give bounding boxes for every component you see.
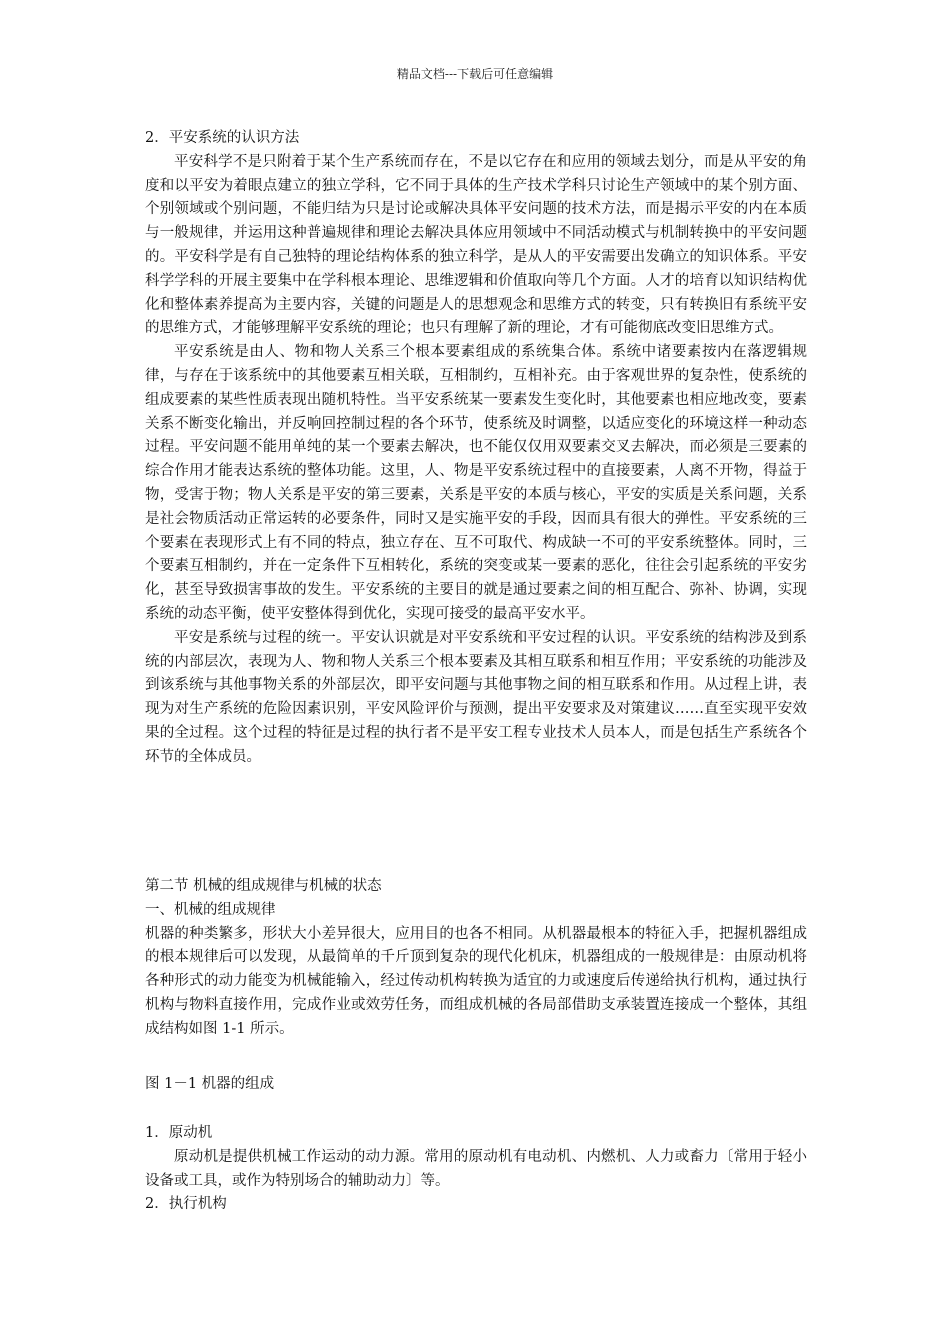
paragraph: 平安是系统与过程的统一。平安认识就是对平安系统和平安过程的认识。平安系统的结构涉及到系统的内部层次，表现为人、物和物人关系三个根本要素及其相互联系和相互作用；平安系统的功能涉及到该系统与其他事物关系的外部层次，即平安问题与其他事物之间的相互联系和作用。从过程上讲，表现为对生产系统的危险因素识别，平安风险评价与预测，提出平安要求及对策建议……直至实现平安效果的全过程。这个过程的特征是过程的执行者不是平安工程专业技术人员本人，而是包括生产系统各个环节的全体成员。 <box>145 629 807 765</box>
figure-caption: 图 1－1 机器的组成 <box>145 1076 275 1092</box>
section-safety-methods <box>145 127 807 770</box>
paragraph: 机器的种类繁多，形状大小差异很大，应用目的也各不相同。从机器最根本的特征入手，把握机器组成的根本规律后可以发现，从最简单的千斤顶到复杂的现代化机床，机器组成的一般规律是：由原动机将各种形式的动力能变为机械能输入，经过传动机构转换为适宜的力或速度后传递给执行机构，通过执行机构与物料直接作用，完成作业或效劳任务，而组成机械的各局部借助支承装置连接成一个整体，其组成结构如图 1-1 所示。 <box>145 925 807 1037</box>
paragraph: 平安系统是由人、物和物人关系三个根本要素组成的系统集合体。系统中诸要素按内在落逻辑规律，与存在于该系统中的其他要素互相关联，互相制约，互相补充。由于客观世界的复杂性，使系统的组成要素的某些性质表现出随机特性。当平安系统某一要素发生变化时，其他要素也相应地改变，要素关系不断变化输出，并反响回控制过程的各个环节，使系统及时调整，以适应变化的环境这样一种动态过程。平安问题不能用单纯的某一个要素去解决，也不能仅仅用双要素交叉去解决，而必须是三要素的综合作用才能表达系统的整体功能。这里，人、物是平安系统过程中的直接要素，人离不开物，得益于物，受害于物；物人关系是平安的第三要素，关系是平安的本质与核心，平安的实质是关系问题，关系是社会物质活动正常运转的必要条件，同时又是实施平安的手段，因而具有很大的弹性。平安系统的三个要素在表现形式上有不同的特点，独立存在、互不可取代、构成缺一不可的平安系统整体。同时，三个要素互相制约，并在一定条件下互相转化，系统的突变或某一要素的恶化，往往会引起系统的平安劣化，甚至导致损害事故的发生。平安系统的主要目的就是通过要素之间的相互配合、弥补、协调，实现系统的动态平衡，使平安整体得到优化，实现可接受的最高平安水平。 <box>145 344 807 622</box>
paragraph: 平安科学不是只附着于某个生产系统而存在，不是以它存在和应用的领域去划分，而是从平安的角度和以平安为着眼点建立的独立学科，它不同于具体的生产技术学科只讨论生产领域中的某个别方面、个别领域或个别问题，不能归结为只是讨论或解决具体平安问题的技术方法，而是揭示平安的内在本质与一般规律，并运用这种普遍规律和理论去解决具体应用领域中不同活动模式与机制转换中的平安问题的。平安科学是有自己独特的理论结构体系的独立科学，是从人的平安需要出发确立的知识体系。平安科学学科的开展主要集中在学科根本理论、思维逻辑和价值取向等几个方面。人才的培育以知识结构优化和整体素养提高为主要内容，关键的问题是人的思想观念和思维方式的转变，只有转换旧有系统平安的思维方式，才能够理解平安系统的理论；也只有理解了新的理论，才有可能彻底改变旧思维方式。 <box>145 153 807 337</box>
item-heading: 2．执行机构 <box>145 1196 227 1213</box>
figure-caption-block <box>145 1073 807 1097</box>
section-heading: 2．平安系统的认识方法 <box>145 130 300 146</box>
subsection-heading: 一、机械的组成规律 <box>145 901 276 918</box>
section-heading: 第二节 机械的组成规律与机械的状态 <box>145 878 382 894</box>
section-machine-composition <box>145 875 807 1042</box>
item-heading: 1．原动机 <box>145 1125 213 1141</box>
paragraph: 原动机是提供机械工作运动的动力源。常用的原动机有电动机、内燃机、人力或畜力〔常用于轻小设备或工具，或作为特别场合的辅助动力〕等。 <box>145 1148 807 1189</box>
page-header: 精品文档---下载后可任意编辑 <box>396 67 554 81</box>
section-prime-mover <box>145 1122 807 1217</box>
